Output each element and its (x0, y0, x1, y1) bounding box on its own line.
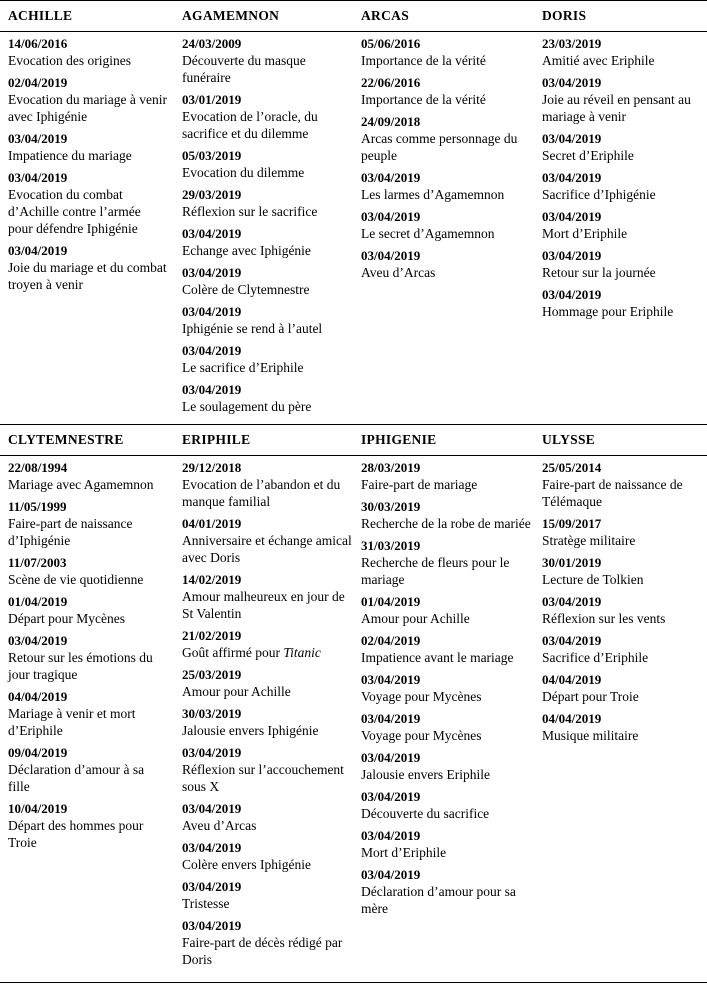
entry-date: 03/04/2019 (8, 131, 68, 146)
entry-date: 25/03/2019 (182, 667, 242, 682)
top-section (0, 0, 707, 424)
entry-description (182, 817, 352, 834)
timeline-entry (361, 537, 531, 588)
entry-text: Amour malheureux en jour de St Valentin (182, 589, 345, 621)
timeline-entry (182, 342, 352, 376)
entry-description (542, 303, 702, 320)
timeline-entry (182, 91, 352, 142)
entry-description (8, 515, 168, 549)
entry-text: Tristesse (182, 896, 230, 911)
entry-text: Amour pour Achille (182, 684, 291, 699)
entry-date: 21/02/2019 (182, 628, 242, 643)
entry-date: 11/05/1999 (8, 499, 67, 514)
timeline-entry (8, 169, 168, 237)
timeline-entry (8, 744, 168, 795)
entry-description (542, 610, 702, 627)
entry-list (8, 455, 168, 851)
entry-text: Faire-part de naissance de Télémaque (542, 477, 683, 509)
entry-text: Réflexion sur l’accouchement sous X (182, 762, 344, 794)
entry-date: 03/04/2019 (361, 209, 421, 224)
entry-text: Déclaration d’amour pour sa mère (361, 884, 516, 916)
entry-date: 03/04/2019 (361, 789, 421, 804)
entry-date: 03/04/2019 (182, 801, 242, 816)
timeline-entry (182, 800, 352, 834)
entry-date: 03/04/2019 (361, 170, 421, 185)
entry-description (361, 610, 531, 627)
entry-description (361, 515, 531, 532)
entry-text: Iphigénie se rend à l’autel (182, 321, 323, 336)
entry-date: 03/04/2019 (542, 287, 602, 302)
timeline-entry (542, 286, 702, 320)
entry-date: 03/04/2019 (361, 711, 421, 726)
entry-text: Départ des hommes pour Troie (8, 818, 144, 850)
entry-date: 25/05/2014 (542, 460, 602, 475)
column-achille (8, 0, 168, 298)
entry-date: 03/04/2019 (182, 265, 242, 280)
column-iphigenie (361, 424, 531, 922)
entry-description (361, 130, 531, 164)
entry-text: Scène de vie quotidienne (8, 572, 144, 587)
entry-text: Retour sur la journée (542, 265, 656, 280)
timeline-entry (182, 225, 352, 259)
entry-text: Faire-part de naissance d’Iphigénie (8, 516, 133, 548)
entry-description (8, 186, 168, 237)
entry-text: Evocation du dilemme (182, 165, 305, 180)
timeline-entry (361, 710, 531, 744)
entry-text: Mort d’Eriphile (361, 845, 447, 860)
entry-description (8, 610, 168, 627)
entry-date: 03/04/2019 (361, 750, 421, 765)
timeline-entry (8, 498, 168, 549)
column-clytemnestre (8, 424, 168, 856)
timeline-entry (542, 515, 702, 549)
entry-date: 28/03/2019 (361, 460, 421, 475)
entry-date: 04/04/2019 (542, 711, 602, 726)
entry-text: Importance de la vérité (361, 92, 486, 107)
entry-text: Joie du mariage et du combat troyen à venir (8, 260, 167, 292)
entry-date: 03/04/2019 (182, 879, 242, 894)
entry-list (542, 455, 702, 744)
entry-description (8, 705, 168, 739)
entry-description (182, 359, 352, 376)
timeline-entry (8, 593, 168, 627)
entry-text: Goût affirmé pour (182, 645, 284, 660)
entry-date: 03/04/2019 (182, 226, 242, 241)
entry-description (8, 571, 168, 588)
timeline-entry (8, 74, 168, 125)
entry-text: Colère envers Iphigénie (182, 857, 311, 872)
entry-text: Recherche de fleurs pour le mariage (361, 555, 510, 587)
entry-text: Retour sur les émotions du jour tragique (8, 650, 153, 682)
column-agamemnon (182, 0, 352, 420)
entry-description (8, 147, 168, 164)
entry-text: Découverte du sacrifice (361, 806, 490, 821)
timeline-entry (542, 35, 702, 69)
entry-text: Mariage à venir et mort d’Eriphile (8, 706, 136, 738)
entry-date: 24/09/2018 (361, 114, 421, 129)
entry-description (8, 761, 168, 795)
entry-text: Sacrifice d’Iphigénie (542, 187, 656, 202)
entry-date: 23/03/2019 (542, 36, 602, 51)
entry-description (361, 52, 531, 69)
timeline-entry (182, 917, 352, 968)
entry-date: 14/06/2016 (8, 36, 68, 51)
timeline-entry (182, 264, 352, 298)
entry-date: 03/04/2019 (8, 243, 68, 258)
entry-date: 03/04/2019 (182, 840, 242, 855)
entry-date: 03/04/2019 (361, 248, 421, 263)
timeline-entry (542, 169, 702, 203)
entry-date: 22/08/1994 (8, 460, 68, 475)
entry-text: Découverte du masque funéraire (182, 53, 306, 85)
entry-description (182, 722, 352, 739)
entry-description (361, 554, 531, 588)
entry-text: Joie au réveil en pensant au mariage à venir (542, 92, 691, 124)
entry-date: 03/04/2019 (182, 304, 242, 319)
timeline-entry (182, 744, 352, 795)
entry-description (542, 52, 702, 69)
entry-date: 10/04/2019 (8, 801, 68, 816)
entry-date: 03/04/2019 (361, 672, 421, 687)
character-name-header: CLYTEMNESTRE (8, 432, 124, 447)
timeline-entry (542, 208, 702, 242)
entry-date: 03/04/2019 (542, 633, 602, 648)
timeline-entry (361, 35, 531, 69)
entry-date: 03/04/2019 (361, 867, 421, 882)
entry-text: Le sacrifice d’Eriphile (182, 360, 304, 375)
entry-date: 24/03/2009 (182, 36, 242, 51)
entry-date: 04/04/2019 (8, 689, 68, 704)
entry-description (182, 644, 352, 661)
entry-date: 03/04/2019 (182, 382, 242, 397)
entry-description (361, 649, 531, 666)
entry-text: Lecture de Tolkien (542, 572, 644, 587)
entry-description (182, 683, 352, 700)
timeline-entry (182, 459, 352, 510)
entry-date: 31/03/2019 (361, 538, 421, 553)
entry-list (361, 31, 531, 281)
entry-date: 03/04/2019 (542, 131, 602, 146)
timeline-entry (8, 35, 168, 69)
entry-text: Arcas comme personnage du peuple (361, 131, 518, 163)
entry-description (361, 476, 531, 493)
column-ulysse (542, 424, 702, 749)
entry-list (182, 455, 352, 968)
entry-description (8, 259, 168, 293)
entry-date: 02/04/2019 (8, 75, 68, 90)
entry-description (361, 186, 531, 203)
entry-date: 03/04/2019 (8, 633, 68, 648)
entry-text: Stratège militaire (542, 533, 636, 548)
timeline-entry (361, 788, 531, 822)
entry-description (361, 844, 531, 861)
entry-list (8, 31, 168, 293)
entry-date: 03/04/2019 (182, 343, 242, 358)
bottom-section (0, 424, 707, 982)
timeline-entry (8, 688, 168, 739)
entry-text: Evocation des origines (8, 53, 131, 68)
timeline-entry (361, 593, 531, 627)
entry-date: 05/06/2016 (361, 36, 421, 51)
entry-date: 02/04/2019 (361, 633, 421, 648)
entry-text: Importance de la vérité (361, 53, 486, 68)
table-bottom-rule (0, 982, 707, 983)
entry-text: Evocation de l’abandon et du manque familial (182, 477, 341, 509)
entry-description (8, 649, 168, 683)
entry-text: Départ pour Troie (542, 689, 639, 704)
entry-date: 03/04/2019 (542, 209, 602, 224)
entry-description (182, 164, 352, 181)
entry-description (182, 320, 352, 337)
entry-date: 03/04/2019 (8, 170, 68, 185)
entry-description (542, 532, 702, 549)
entry-text: Amour pour Achille (361, 611, 470, 626)
entry-description (182, 281, 352, 298)
timeline-entry (8, 459, 168, 493)
timeline-entry (182, 666, 352, 700)
timeline-entry (361, 827, 531, 861)
entry-description (361, 264, 531, 281)
entry-date: 03/04/2019 (542, 75, 602, 90)
entry-date: 22/06/2016 (361, 75, 421, 90)
timeline-entry (182, 303, 352, 337)
entry-description (182, 588, 352, 622)
entry-date: 29/03/2019 (182, 187, 242, 202)
entry-text: Musique militaire (542, 728, 639, 743)
entry-text: Echange avec Iphigénie (182, 243, 311, 258)
entry-italic-title: Titanic (283, 645, 321, 660)
entry-date: 14/02/2019 (182, 572, 242, 587)
entry-text: Voyage pour Mycènes (361, 728, 482, 743)
entry-description (542, 264, 702, 281)
entry-description (361, 883, 531, 917)
timeline-entry (361, 208, 531, 242)
entry-list (542, 31, 702, 320)
entry-date: 03/04/2019 (361, 828, 421, 843)
character-name-header: ERIPHILE (182, 432, 251, 447)
entry-text: Recherche de la robe de mariée (361, 516, 531, 531)
entry-text: Réflexion sur les vents (542, 611, 666, 626)
entry-list (361, 455, 531, 917)
timeline-entry (182, 705, 352, 739)
entry-text: Réflexion sur le sacrifice (182, 204, 318, 219)
timeline-entry (8, 242, 168, 293)
timeline-entry (182, 839, 352, 873)
entry-text: Impatience avant le mariage (361, 650, 514, 665)
entry-description (542, 147, 702, 164)
entry-date: 30/03/2019 (361, 499, 421, 514)
timeline-entry (8, 800, 168, 851)
entry-description (8, 476, 168, 493)
entry-date: 01/04/2019 (361, 594, 421, 609)
timeline-entry (182, 35, 352, 86)
timeline-entry (542, 130, 702, 164)
entry-description (182, 532, 352, 566)
timeline-entry (542, 671, 702, 705)
entry-text: Jalousie envers Iphigénie (182, 723, 319, 738)
timeline-entry (542, 710, 702, 744)
timeline-entry (8, 554, 168, 588)
entry-text: Sacrifice d’Eriphile (542, 650, 649, 665)
entry-description (182, 242, 352, 259)
entry-description (361, 688, 531, 705)
timeline-entry (542, 459, 702, 510)
entry-date: 05/03/2019 (182, 148, 242, 163)
entry-description (542, 571, 702, 588)
timeline-entry (542, 247, 702, 281)
timeline-entry (542, 632, 702, 666)
character-name-header: ARCAS (361, 8, 410, 23)
timeline-entry (8, 130, 168, 164)
entry-date: 03/04/2019 (182, 745, 242, 760)
entry-text: Jalousie envers Eriphile (361, 767, 490, 782)
entry-date: 04/04/2019 (542, 672, 602, 687)
entry-description (182, 108, 352, 142)
entry-text: Evocation de l’oracle, du sacrifice et du dilemme (182, 109, 318, 141)
timeline-entry (361, 866, 531, 917)
entry-date: 03/04/2019 (542, 170, 602, 185)
timeline-entry (361, 247, 531, 281)
entry-description (182, 398, 352, 415)
column-doris (542, 0, 702, 325)
entry-description (182, 934, 352, 968)
entry-text: Faire-part de mariage (361, 477, 478, 492)
entry-date: 30/01/2019 (542, 555, 602, 570)
timeline-entry (361, 749, 531, 783)
entry-description (542, 91, 702, 125)
entry-description (542, 186, 702, 203)
entry-text: Evocation du combat d’Achille contre l’armée pour défendre Iphigénie (8, 187, 141, 236)
timeline-entry (182, 147, 352, 181)
timeline-entry (361, 632, 531, 666)
entry-description (8, 91, 168, 125)
timeline-entry (542, 593, 702, 627)
entry-date: 04/01/2019 (182, 516, 242, 531)
entry-date: 03/04/2019 (542, 248, 602, 263)
timeline-entry (182, 186, 352, 220)
entry-description (542, 476, 702, 510)
entry-description (542, 649, 702, 666)
entry-description (542, 688, 702, 705)
entry-text: Amitié avec Eriphile (542, 53, 655, 68)
entry-date: 03/01/2019 (182, 92, 242, 107)
entry-description (182, 895, 352, 912)
timeline-entry (182, 381, 352, 415)
column-arcas (361, 0, 531, 286)
timeline-entry (361, 74, 531, 108)
timeline-entry (8, 632, 168, 683)
entry-text: Mariage avec Agamemnon (8, 477, 154, 492)
timeline-entry (182, 515, 352, 566)
character-name-header: IPHIGENIE (361, 432, 437, 447)
entry-date: 03/04/2019 (182, 918, 242, 933)
entry-text: Faire-part de décès rédigé par Doris (182, 935, 343, 967)
entry-text: Impatience du mariage (8, 148, 132, 163)
entry-text: Déclaration d’amour à sa fille (8, 762, 145, 794)
entry-text: Le secret d’Agamemnon (361, 226, 495, 241)
entry-description (361, 766, 531, 783)
entry-list (182, 31, 352, 415)
entry-text: Colère de Clytemnestre (182, 282, 310, 297)
entry-description (182, 761, 352, 795)
entry-text: Les larmes d’Agamemnon (361, 187, 505, 202)
entry-date: 03/04/2019 (542, 594, 602, 609)
character-name-header: DORIS (542, 8, 587, 23)
entry-description (182, 203, 352, 220)
entry-description (361, 805, 531, 822)
entry-description (361, 225, 531, 242)
entry-text: Evocation du mariage à venir avec Iphigénie (8, 92, 167, 124)
entry-text: Anniversaire et échange amical avec Doris (182, 533, 352, 565)
timeline-entry (182, 571, 352, 622)
timeline-entry (542, 554, 702, 588)
entry-description (8, 817, 168, 851)
entry-text: Départ pour Mycènes (8, 611, 125, 626)
entry-text: Aveu d’Arcas (361, 265, 436, 280)
timeline-entry (182, 878, 352, 912)
timeline-entry (361, 498, 531, 532)
timeline-entry (542, 74, 702, 125)
entry-description (361, 91, 531, 108)
entry-date: 11/07/2003 (8, 555, 67, 570)
entry-text: Aveu d’Arcas (182, 818, 257, 833)
entry-text: Secret d’Eriphile (542, 148, 634, 163)
character-name-header: ACHILLE (8, 8, 73, 23)
entry-description (542, 225, 702, 242)
timeline-entry (361, 671, 531, 705)
entry-date: 01/04/2019 (8, 594, 68, 609)
character-name-header: ULYSSE (542, 432, 596, 447)
timeline-entry (361, 169, 531, 203)
timeline-entry (361, 459, 531, 493)
entry-text: Voyage pour Mycènes (361, 689, 482, 704)
timeline-entry (182, 627, 352, 661)
timeline-entry (361, 113, 531, 164)
column-eriphile (182, 424, 352, 973)
entry-date: 30/03/2019 (182, 706, 242, 721)
entry-date: 29/12/2018 (182, 460, 242, 475)
character-name-header: AGAMEMNON (182, 8, 280, 23)
entry-date: 09/04/2019 (8, 745, 68, 760)
entry-description (542, 727, 702, 744)
entry-date: 15/09/2017 (542, 516, 602, 531)
entry-description (182, 856, 352, 873)
entry-text: Hommage pour Eriphile (542, 304, 674, 319)
entry-description (8, 52, 168, 69)
entry-description (182, 476, 352, 510)
entry-description (361, 727, 531, 744)
entry-text: Mort d’Eriphile (542, 226, 628, 241)
entry-description (182, 52, 352, 86)
entry-text: Le soulagement du père (182, 399, 312, 414)
